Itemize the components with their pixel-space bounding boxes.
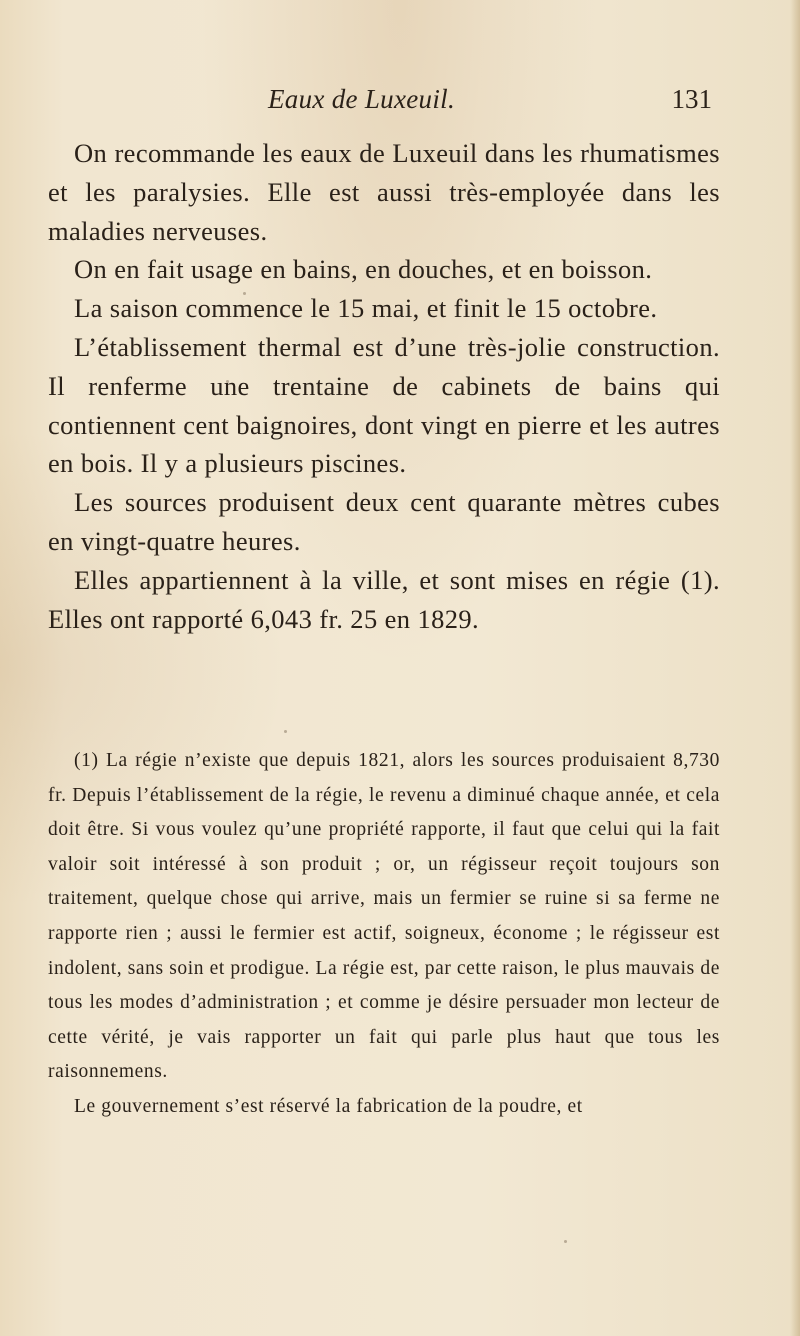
paragraph-usage: On en fait usage en bains, en douches, et en boisson. <box>74 254 653 285</box>
page-edge-shadow <box>790 0 800 1336</box>
paragraph-establishment: L’établissement thermal est d’une très-jolie construction. Il renferme une trentaine de cabinets de bains qui contiennent cent baignoires, dont vingt en pierre et les autres en bois. Il y a plusieurs piscines. <box>48 331 720 479</box>
paper-speck <box>243 292 246 295</box>
page-header <box>48 84 712 124</box>
footnote-continuation: Le gouvernement s’est réservé la fabrication de la poudre, et <box>74 1095 583 1117</box>
paper-speck <box>284 730 287 733</box>
paragraph-sources: Les sources produisent deux cent quarante mètres cubes en vingt-quatre heures. <box>48 487 720 556</box>
paper-speck <box>564 1240 567 1243</box>
paragraph-indications: On recommande les eaux de Luxeuil dans les rhumatismes et les paralysies. Elle est aussi très-employée dans les maladies nerveuses. <box>48 138 720 246</box>
paragraph-ownership: Elles appartiennent à la ville, et sont mises en régie (1). Elles ont rapporté 6,043 fr. 25 en 1829. <box>48 564 720 634</box>
paper-speck <box>226 380 229 383</box>
footnote <box>48 744 720 1125</box>
paragraph-season: La saison commence le 15 mai, et finit le 15 octobre. <box>74 293 658 324</box>
footnote-regie: (1) La régie n’existe que depuis 1821, alors les sources produisaient 8,730 fr. Depuis l’établissement de la régie, le revenu a diminué chaque année, et cela doit être. Si vous voulez qu’une propriété rapporte, il faut que celui qui la fait valoir soit intéressé à son produit ; or, un régisseur reçoit toujours son traitement, quelque chose qui arrive, mais un fermier se ruine si sa ferme ne rapporte rien ; aussi le fermier est actif, soigneux, économe ; le régisseur est indolent, sans soin et prodigue. La régie est, par cette raison, le plus mauvais de tous les modes d’administration ; et comme je désire persuader mon lecteur de cette vérité, je vais rapporter un fait qui parle plus haut que tous les raisonnemens. <box>48 750 720 1083</box>
running-title: Eaux de Luxeuil. <box>268 84 455 114</box>
page-number: 131 <box>671 84 712 114</box>
main-text <box>48 134 720 638</box>
